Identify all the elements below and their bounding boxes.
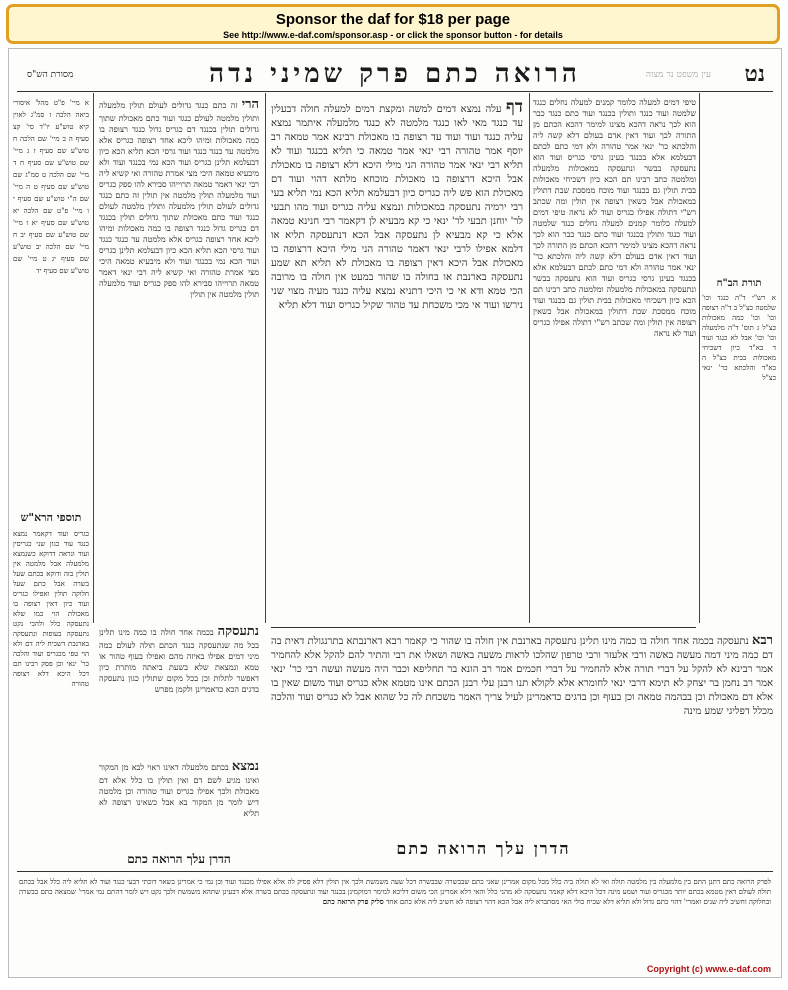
ein-mishpat-label: עין משפט נר מצוה	[645, 70, 711, 80]
running-title: הרואה כתם פרק שמיני נדה	[209, 59, 581, 89]
masoret-hashas-label: מסורת הש"ס	[27, 70, 74, 80]
page-header	[9, 57, 781, 93]
folio-number: נט	[744, 61, 765, 87]
second-headword-opening-word: נמצא	[231, 759, 259, 774]
tosafot-harosh-text: כגריס ועוד דקאמר נמצא כנגד עוד כגון שני כגריסין ועוד ונראה דדוקא כשנמצא מלמעלה אבל מלמטה אין תולין בזה ודוקא בכתם שעל בשרה אבל כתם שעל חלוקה תולין ואפילו כגריס ועוד כיון דאין רצופה בו מאכולת הוי כמו שלא נתעסקה כלל ולהכי נקט נתעסקה בעופות ונתעסקה בארנבת דשכיח ליה דם ולא הוי טפי מכגריס ועוד והלכה כר' ינאי וכן פסק רבינו תם דכל היכא דלא רצופה טהורה	[13, 530, 89, 688]
lower-rashi-text: בכמה אחד חולה בו כמה מינו תלינן בכל מה שנתעסקה כנגד הכתם תולה לעולם כמה מיני דמים אפילו באיזה מהם ואפילו בעוף טהור או טמא ונמצאת שלא בשעת ביאתה מותרת כיון דאפשר לתלות וכן בכל מקום שתולין כגון נתעסקה בדגים הכא כדאמרינן ולקמן מפרש	[99, 628, 259, 694]
bach-title: תורת הב"ח	[716, 278, 762, 289]
tosafot-text-continued: טיפי דמים למעלה כלומר קמנים למעלה נחלים כנגד שלמטה ועוד כנגד ותולין בכנגד ועוד כתם כנגד כבר הוא לכך נראה דהכא מצינו למימר דהכא הכתם מן התורה לכך ועוד דאין אדם בעולם דלא קשה ליה והלכתא כר' ינאי אמר טהורה ולא דמי כתם לכתם דבעלמא אלא בכנגד בעינן גרסי כגריס ועוד הוא נתעסקה בבשר ונתעסקה במאכולות מלמעלה ומלמטה כתב רבינו תם הכא כיון דשכיחי מאכולות בבית תולין גם בכנגד ועוד מוכח ממסכת שבת דתולין במאכולת אבל כשאין רצופה אין תולין ומה שכתב רש"י דתולה אפילו כגריס ועוד לא נראה	[533, 208, 696, 338]
rashi-column	[99, 97, 259, 617]
second-headword-text: בכתם מלמעלה דאינו ראוי לבא מן המקור ואינו מגיע לשם דם ואין תולין בו כלל אלא דם מאכולת ולכך אפילו כגריס ועוד טהורה וכן מלמטה דיש לומר מן המקור בא אבל כשאינו רצופה לא תליא	[99, 763, 259, 818]
gemara-opening-word: דף	[506, 97, 523, 117]
bottom-notes	[19, 877, 771, 957]
rashi-text: זה כתם כנגד גדולים לעולם תולין מלמעלה ותולין מלמטה לעולם כנגד ועוד כתם מאכולת שתוך גדולים תולין בכנגד דם כגריס גדול כנגד רצופה בו כמה מאכולות ומיהו ליכא אחד רצופה כגריס אלא מלמטה עד כנגד כנגד ועוד גרסי הכא תליא הכא כיון דבעלמא תלינן כגריס ועוד הכא נמי בכנגד ועוד ולא מיבעיא טמאה היכי מצי אמרת טהורה ואי קשיא ליה רבי ינאי דאמר טמאה תרוייהו סבירא להו ספק כגריס ועוד מלמעלה תולין מלמטה אין תולין	[99, 101, 259, 200]
tradition-margin	[702, 199, 776, 619]
tosafot-text: טיפי דמים למעלה כלומר קמנים למעלה נחלים כנגד שלמטה ועוד כנגד ותולין בכנגד ועוד כתם כנגד כבר הוא לכך נראה דהכא מצינו למימר דהכא הכתם מן התורה לכך ועוד דאין אדם בעולם דלא קשה ליה והלכתא כר' ינאי אמר טהורה ולא דמי כתם לכתם דבעלמא אלא בכנגד בעינן גרסי כגריס ועוד הוא נתעסקה בבשר ונתעסקה במאכולות מלמעלה ומלמטה כתב רבינו תם הכא כיון דשכיחי מאכולות בבית תולין גם בכנגד ועוד מוכח ממסכת שבת דתולין במאכולת אבל כשאין רצופה אין תולין ומה שכתב רש"י דתולה אפילו כגריס ועוד לא נראה	[533, 98, 696, 217]
tosafot-harosh-title: תוספי הרא"ש	[20, 511, 82, 524]
bottom-notes-text: לפרק הרואה כתם דתנן התם בין מלמעלה בין מלמטה תולה ואי לא תולה ביה כלל מכל מקום אמרינן שאני כתם שבבשרה שבבשרה דכל שעה משמשת ולכך אין תולין דלא פסיק לה אלא אפילו מכנגד ועוד וכן נמי כי אמרינן בשאר דוכתי דבעי כנגד ועוד לא תליא ליה כלל אבל בכתם תולה לעולם דאין מטמא בכתם יותר מכגריס ועוד ושמע מינה דכל היכא דלא קאמר נתעסקה לא מהני כלל והאי דלא אמרינן הכי משום דליכא למימר דמוקמינן בכנגד ועוד ונתעסקה בכתם בשרה אלא דבעינן שתהא משמשת ולכך נקט ויש לומר דהתם נמי אמרי' שמצאה כתם בבשרה ובחלוקה וחשיב ליה שנים ואמרי' דהוי כתם גדול ולא תליא דלא שכיח כולי האי מסתברא ליה אבל הכא דהוי רצופה לא חשיב ליה אלא כתם אחד	[19, 878, 771, 906]
ein-mishpat-column	[13, 97, 89, 497]
gemara-lower-text: נתעסקה בכמה אחד חולה בו כמה מינו תלינן נתעסקה בארנבת אין חולה בו שהור כי קאמר רבא דארנבתא בתרנגולת דאית בה דם כמה מיני דמה מעשה באשה ורבי אלעזר ורבי טרפון שהלכו לראות משעה באשה ושאלו את רבי והתיר להם להקל אלא להחמיר אמר רבינא לא להקל על דברי תורה אלא להחמיר על דברי חכמים אמר רב הונא בר תחליפא וכבר היה מעשה ועשה רבי כר' ינאי אמר רב נחמן בר יצחק לא תימא דרבי ינאי לחומרא אלא לקולא תנו רבנן עלי רבנן הכתם אינו מטמא אלא כגריס ועוד משום שאין בו אלא דם מאכולת וכן בבהמה טמאה וכן בעוף וכן בדגים כדאמרינן לעיל צריך האמר משכחת לה כל שהוא אבל לא כגריס ועוד והלכה מכלל דפליגי שמע מינה	[271, 636, 773, 717]
rashi-text-continued: זה כתם כנגד גדולים לעולם תולין מלמעלה ותולין מלמטה לעולם כנגד ועוד כתם מאכולת שתוך גדולים תולין בכנגד דם כגריס גדול כנגד רצופה בו כמה מאכולות ומיהו ליכא אחד רצופה כגריס אלא מלמטה עד כנגד כנגד ועוד גרסי הכא תליא הכא כיון דבעלמא תלינן כגריס ועוד הכא נמי בכנגד ועוד ולא מיבעיא טמאה היכי מצי אמרת טהורה ואי קשיא ליה רבי ינאי דאמר טמאה תרוייהו סבירא להו ספק כגריס ועוד מלמעלה תולין מלמטה אין תולין	[99, 191, 259, 299]
column-divider	[529, 93, 530, 623]
column-divider	[93, 93, 94, 623]
header-rule	[17, 91, 773, 92]
ein-mishpat-text: א מיי' פ"ט מהל' איסורי ביאה הלכה ז סמ"ג לאוין קיא טוש"ע יו"ד סי' קצ סעיף ה ב מיי' שם הלכה ח טוש"ע שם סעיף ז ג מיי' שם טוש"ע שם סעיף ח ד מיי' שם הלכה ט סמ"ג שם טוש"ע שם סעיף ט ה מיי' שם ה"י טוש"ע שם סעיף י ו מיי' פ"ט שם הלכה יא טוש"ע שם סעיף יא ז מיי' שם טוש"ע שם סעיף יב ח מיי' שם הלכה יב טוש"ע שם סעיף יג ט מיי' שם טוש"ע שם סעיף יד	[13, 99, 89, 275]
bach-notes: א רש"י ד"ה כנגד וכו' שלמטה כצ"ל ב ד"ה רצופה וכו' וכו' כמה מאכולות כצ"ל ג תוס' ד"ה מלמעלה וכו' וכו' אבל לא כנגד ועוד ד בא"ד כיון דשכיחי מאכולות בבית כצ"ל ה בא"ד והלכתא כר' ינאי כצ"ל	[702, 294, 776, 382]
gemara-text: עלה נמצא דמים למשה ומקצת דמים למעלה חולה דבעלין עד כנגד מאי לאו כנגד מלמטה לא כנגד מלמעלה איתמר נמצא עליה כנגד ועוד ועוד עד רצופה בו מאכולת רבינא אמר טמאה רב יוסף אמר טהורה רבי ינאי אמר טמאה כי תליא בכנגד ועוד לא תליא רבי ינאי אמר טהורה הני מילי היכא דלא רצופה בו מאכולת אבל היכא דרצופה בו מאכולת מוכחא מלתא דהוי ועוד דם מאכולת הוא פש ליה כגריס כיון דבעלמא תליא הכא נמי תליא בעי רבי ירמיה נתעסקה במאכולות ונמצא עליה כגריס ועוד מהו תבעי לר' יוחנן תבעי לר' ינאי כי קא מבעיא לן דקאמר רבי חנינא טמאה אלא כי קא מבעיא לן נתעסקה אבל הכא דנתעסקה תליא או דלמא אפילו לרבי ינאי דאמר טהורה הני מילי היכא דרצופה בו מאכולת אבל היכא דאין רצופה בו מאכולת לא תליא תא שמע נתעסקה בארנבת או בחולה בו שהור במעט אין חולה בו מרובה הכי טמא ודא אי כי היכי דתניא נמצא עליה כנגד מעיה מצוי שני נירשו ועוד אי מכי משכחת עד טהור שקיל כגריס ועוד דלא תליא	[271, 104, 523, 311]
hadran-center: הדרן עלך הרואה כתם	[396, 839, 571, 858]
lower-rashi-block	[99, 624, 259, 754]
gemara-lower-opening-word: רבא	[752, 633, 773, 648]
column-divider	[265, 93, 266, 623]
gemara-lower	[271, 633, 773, 831]
rashi-opening-word: הרי	[241, 97, 259, 112]
chapter-closing: סליק פרק הרואה כתם	[322, 897, 384, 906]
gemara-column	[271, 97, 523, 627]
sponsor-banner[interactable]	[6, 4, 780, 44]
lower-rashi-opening-word: נתעסקה	[217, 624, 259, 639]
footer-rule	[17, 871, 773, 872]
column-divider	[699, 93, 700, 623]
hadran-left: הדרן עלך הרואה כתם	[127, 852, 231, 866]
tosafot-harosh-column	[13, 529, 89, 899]
section-rule	[271, 627, 696, 628]
tosafot-column	[533, 97, 696, 617]
second-headword-block	[99, 759, 259, 849]
sponsor-details[interactable]: See http://www.e-daf.com/sponsor.asp - or click the sponsor button - for details	[223, 30, 563, 40]
copyright-link[interactable]: Copyright (c) www.e-daf.com	[646, 964, 771, 974]
sponsor-headline[interactable]: Sponsor the daf for $18 per page	[275, 11, 511, 28]
talmud-page-scan	[8, 48, 782, 978]
